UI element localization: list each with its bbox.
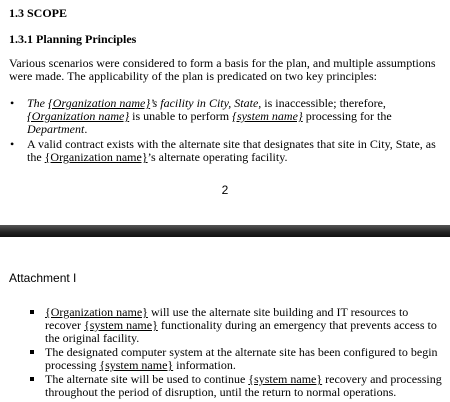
intro-paragraph: Various scenarios were considered to form a basis for the plan, and multiple assumptions were made. The applicability of the plan is predicated on two key principles: (9, 56, 436, 83)
list-item (0, 97, 450, 136)
page-number: 2 (221, 183, 229, 197)
placeholder-organization-name: {Organization name} (48, 96, 151, 110)
page-separator (0, 225, 450, 237)
placeholder-system-name: {system name} (248, 372, 323, 386)
location-text: City, State, (208, 96, 262, 110)
text-run: functionality during an emergency that prevents access to the original facility. (45, 318, 437, 345)
list-item (0, 306, 450, 345)
attachment-title: Attachment I (9, 271, 77, 285)
list-item (0, 373, 450, 399)
bullet-icon: • (10, 137, 15, 151)
section-heading: 1.3 SCOPE (9, 6, 68, 20)
text-run: The alternate site will be used to continue (45, 372, 249, 386)
placeholder-organization-name: {Organization name} (27, 109, 130, 123)
text-run: ’s alternate operating facility. (147, 150, 288, 164)
text-run: is unable to perform (129, 109, 233, 123)
attachment-list (0, 306, 450, 400)
text-run: . (84, 122, 88, 136)
placeholder-system-name: {system name} (99, 358, 174, 372)
text-run: processing for the (302, 109, 392, 123)
placeholder-system-name: {system name} (232, 109, 303, 123)
department-text: Department (27, 122, 85, 136)
placeholder-organization-name: {Organization name} (44, 150, 148, 164)
text-run: The (27, 96, 48, 110)
text-run: ’s facility in (150, 96, 209, 110)
text-run: The designated computer system at the alternate site has been configured to begin processing (45, 345, 438, 372)
list-item (0, 138, 450, 164)
square-bullet-icon (30, 350, 34, 354)
text-run: information. (173, 358, 236, 372)
document-page-2 (0, 237, 450, 402)
principles-list (0, 97, 450, 166)
placeholder-organization-name: {Organization name} (45, 305, 148, 319)
list-item (0, 346, 450, 372)
placeholder-system-name: {system name} (83, 318, 158, 332)
bullet-icon: • (10, 96, 15, 110)
square-bullet-icon (30, 310, 34, 314)
text-run: A valid contract exists with the alternate site that designates that site in City, State, as the (27, 137, 436, 164)
text-run: will use the alternate site building and IT resources to recover (45, 305, 409, 332)
text-run: recovery and processing throughout the period of disruption, until the return to normal operations. (45, 372, 442, 399)
square-bullet-icon (30, 377, 34, 381)
subsection-heading: 1.3.1 Planning Principles (9, 32, 137, 46)
text-run: is inaccessible; therefore, (261, 96, 386, 110)
